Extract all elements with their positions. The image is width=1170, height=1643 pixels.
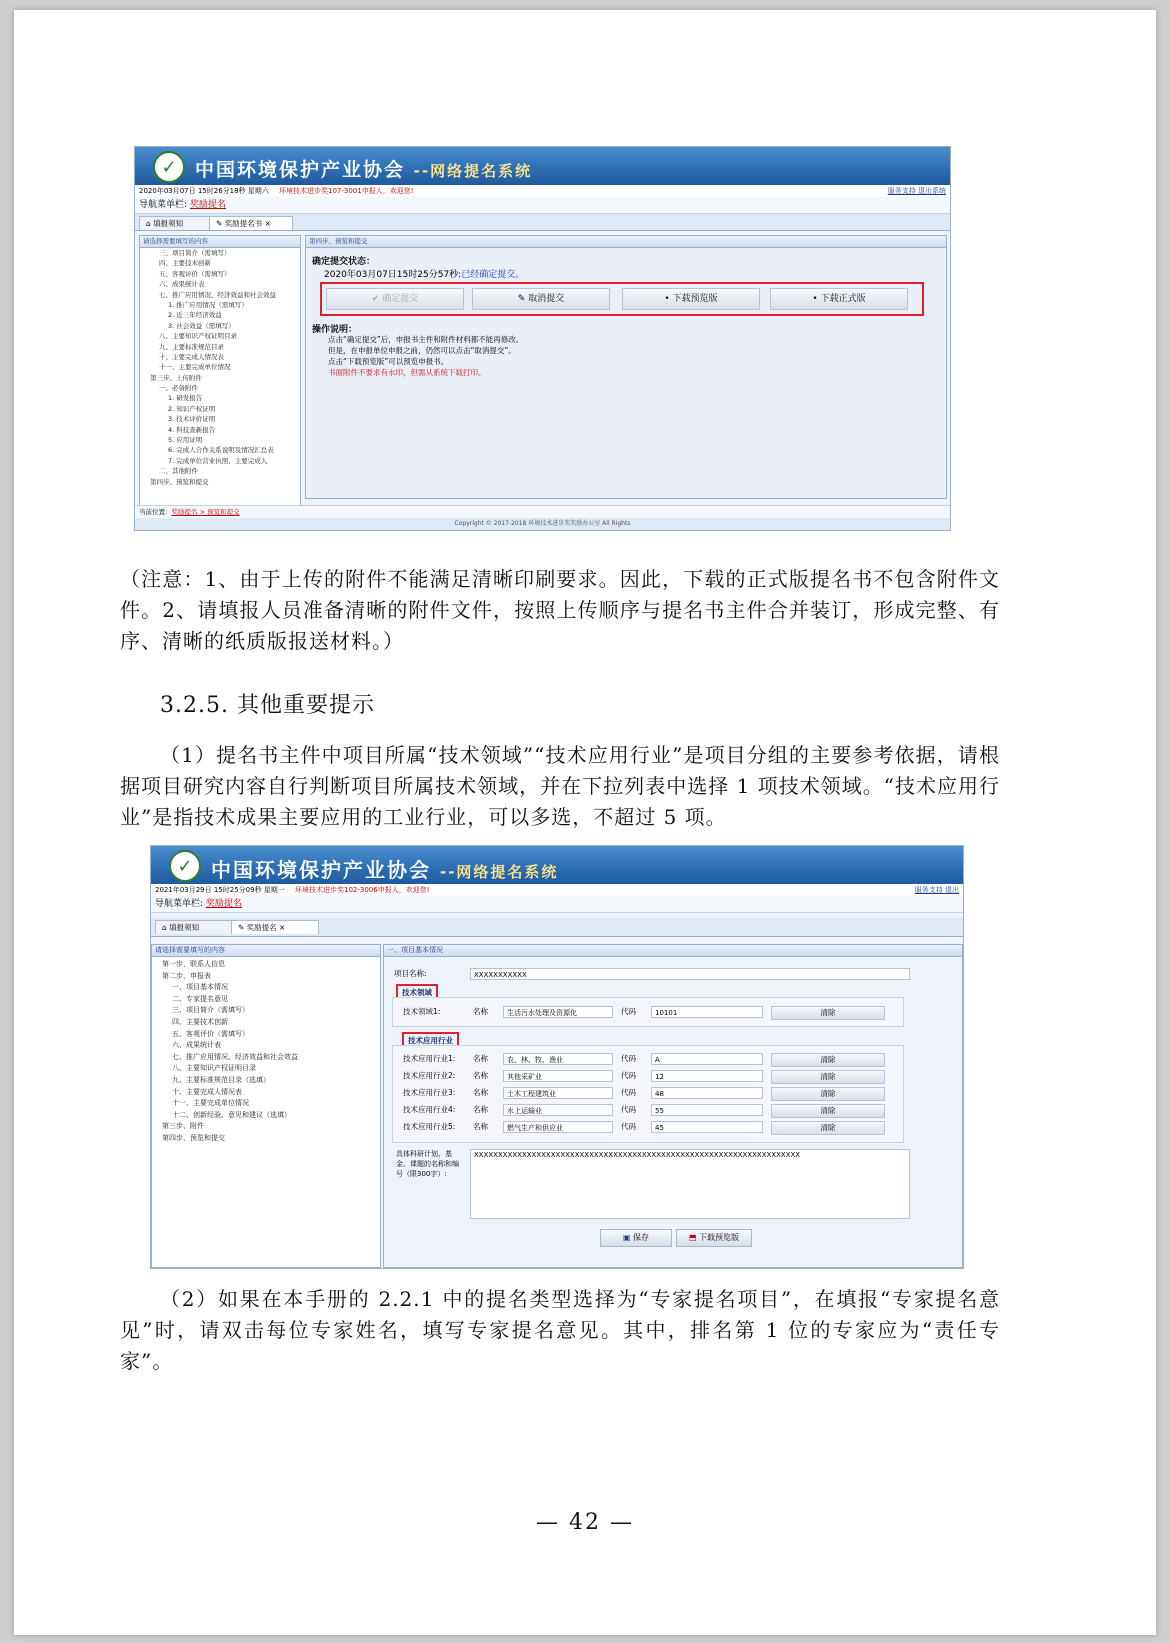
tech-field-name-label: 名称 <box>473 1007 488 1016</box>
tech-field-code-label: 代码 <box>621 1007 636 1016</box>
ops-line-2: 但是，在申报单位申报之前，仍然可以点击“取消提交”。 <box>328 346 516 355</box>
content-tree <box>151 944 381 1268</box>
tree-item[interactable]: 第二步、申报表 <box>162 971 211 980</box>
tree-item[interactable]: 九、主要标准规范目录（选填） <box>172 1075 270 1084</box>
welcome-text: 环境技术进步奖107-3001申报人，欢迎您! <box>279 187 414 195</box>
location-bar: 当前位置：奖励提名 > 预览和提交 <box>135 505 950 518</box>
industry-code-label: 代码 <box>621 1088 636 1097</box>
industry-name-label: 名称 <box>473 1088 488 1097</box>
industry-label: 技术应用行业3: <box>403 1088 456 1097</box>
tree-item[interactable]: 1. 推广应用情况（需填写） <box>168 300 248 309</box>
tree-item[interactable]: 2. 近三年经济效益 <box>168 311 222 320</box>
tree-item[interactable]: 第三步、附件 <box>162 1122 204 1131</box>
tree-item[interactable]: 二、其他附件 <box>159 467 198 476</box>
industry-name-label: 名称 <box>473 1105 488 1114</box>
tree-item[interactable]: 十、主要完成人情况表 <box>159 352 224 361</box>
tree-item[interactable]: 3. 社会效益（需填写） <box>168 321 235 330</box>
paragraph-1: （1）提名书主件中项目所属“技术领域”“技术应用行业”是项目分组的主要参考依据，请根据项目研究内容自行判断项目所属技术领域，并在下拉列表中选择 1 项技术领域。“技术应用行业”是指技术成果主要应用的工业行业，可以多选，不超过 5 项。 <box>120 743 1000 829</box>
industry-title: 技术应用行业 <box>402 1032 459 1049</box>
industry-code-label: 代码 <box>621 1122 636 1131</box>
tab-nomination[interactable]: ✎ 奖励提名 × <box>231 920 319 934</box>
copyright: Copyright © 2017-2018 环境技术进步奖奖励办公室 All Rights <box>135 518 950 530</box>
paragraph-2: （2）如果在本手册的 2.2.1 中的提名类型选择为“专家提名项目”，在填报“专家提名意见”时，请双击每位专家姓名，填写专家提名意见。其中，排名第 1 位的专家应为“责任专家”。 <box>120 1287 1000 1373</box>
nav-bar <box>135 197 950 214</box>
industry-code-input[interactable]: A <box>651 1053 763 1065</box>
industry-code-label: 代码 <box>621 1071 636 1080</box>
industry-name-label: 名称 <box>473 1054 488 1063</box>
industry-label: 技术应用行业2: <box>403 1071 456 1080</box>
tech-field-clear-button[interactable]: 清除 <box>771 1006 885 1020</box>
banner-title: 中国环境保护产业协会 --网络提名系统 <box>211 858 559 882</box>
industry-code-input[interactable]: 12 <box>651 1070 763 1082</box>
tree-header: 请选择需要填写的内容 <box>140 236 300 248</box>
tree-item[interactable]: 1. 研发报告 <box>168 394 203 403</box>
industry-name-input[interactable]: 其他采矿业 <box>503 1070 613 1082</box>
industry-name-input[interactable]: 农、林、牧、渔业 <box>503 1053 613 1065</box>
industry-code-label: 代码 <box>621 1054 636 1063</box>
tech-field-group <box>392 997 904 1027</box>
nav-current[interactable]: 奖励提名 <box>205 899 242 909</box>
system-banner <box>135 147 950 185</box>
tree-item[interactable]: 第一步、联系人信息 <box>162 960 225 968</box>
tree-item[interactable]: 十、主要完成人情况表 <box>172 1087 242 1096</box>
screenshot-project-info <box>150 845 964 1269</box>
panel-header: 第四步、预览和提交 <box>306 236 946 248</box>
banner-title: 中国环境保护产业协会 --网络提名系统 <box>195 159 533 181</box>
industry-label: 技术应用行业1: <box>403 1054 456 1063</box>
industry-name-input[interactable]: 土木工程建筑业 <box>503 1087 613 1099</box>
industry-code-input[interactable]: 48 <box>651 1087 763 1099</box>
industry-code-input[interactable]: 55 <box>651 1104 763 1116</box>
service-links[interactable]: 服务支持 退出 <box>914 886 959 894</box>
tree-item[interactable]: 7. 完成单位营业执照、主要完成人 <box>168 456 268 465</box>
tab-strip <box>135 214 950 231</box>
content-tree <box>139 235 301 507</box>
tree-item[interactable]: 七、推广应用情况、经济效益和社会效益 <box>172 1052 298 1061</box>
association-logo-icon: ✓ <box>153 151 185 183</box>
tree-item[interactable]: 六、成果统计表 <box>159 280 205 289</box>
industry-code-label: 代码 <box>621 1105 636 1114</box>
industry-clear-button[interactable]: 清除 <box>771 1070 885 1084</box>
tree-item[interactable]: 六、成果统计表 <box>172 1041 221 1050</box>
tree-item[interactable]: 七、推广应用情况、经济效益和社会效益 <box>159 290 276 299</box>
industry-clear-button[interactable]: 清除 <box>771 1104 885 1118</box>
nav-current[interactable]: 奖励提名 <box>189 200 226 210</box>
tree-item[interactable]: 八、主要知识产权证明目录 <box>159 332 237 341</box>
tree-header: 请选择需要填写的内容 <box>152 945 380 957</box>
tree-item[interactable]: 十一、主要完成单位情况 <box>172 1099 249 1108</box>
industry-name-input[interactable]: 水上运输业 <box>503 1104 613 1116</box>
tree-item[interactable]: 四、主要技术创新 <box>172 1017 228 1026</box>
ops-label: 操作说明： <box>312 325 358 335</box>
industry-group <box>392 1045 904 1143</box>
tech-field-label: 技术领域1: <box>403 1007 441 1016</box>
status-bar <box>135 185 950 197</box>
cancel-submit-button[interactable]: ✎ 取消提交 <box>472 288 610 310</box>
nav-label: 导航菜单栏: <box>155 899 204 909</box>
screenshot-submit-page <box>134 146 951 531</box>
tab-notice[interactable]: ⌂ 填报须知 <box>139 216 213 230</box>
tree-item[interactable]: 6. 完成人合作关系说明及情况汇总表 <box>168 446 274 455</box>
nav-bar <box>151 896 963 913</box>
note-paragraph: （注意：1、由于上传的附件不能满足清晰印刷要求。因此，下载的正式版提名书不包含附件文件。2、请填报人员准备清晰的附件文件，按照上传顺序与提名书主件合并装订，形成完整、有序、清晰的纸质版报送材料。） <box>120 567 1000 653</box>
nav-label: 导航菜单栏: <box>139 200 188 210</box>
system-banner <box>151 846 963 884</box>
plan-label: 具体科研计划、基金、课题的名称和编号（限300字）: <box>396 1150 459 1178</box>
project-name-input[interactable]: XXXXXXXXXXX <box>470 968 910 980</box>
datetime: 2021年03月29日 15时25分09秒 星期一 <box>155 886 285 894</box>
tree-item[interactable]: 2. 知识产权证明 <box>168 404 216 413</box>
industry-name-input[interactable]: 燃气生产和供应业 <box>503 1121 613 1133</box>
tree-item[interactable]: 二、专家提名意见 <box>172 994 228 1003</box>
industry-clear-button[interactable]: 清除 <box>771 1053 885 1067</box>
tree-item[interactable]: 第四步、预览和提交 <box>162 1133 225 1142</box>
tree-item[interactable]: 三、项目简介（需填写） <box>159 249 231 257</box>
tree-item[interactable]: 一、必备附件 <box>159 384 198 393</box>
tree-item[interactable]: 八、主要知识产权证明目录 <box>172 1064 256 1073</box>
tree-item[interactable]: 三、项目简介（需填写） <box>172 1006 249 1015</box>
tree-item[interactable]: 一、项目基本情况 <box>172 983 228 992</box>
tab-strip <box>151 918 963 937</box>
tree-item[interactable]: 第三步、上传附件 <box>150 373 202 382</box>
service-links[interactable]: 服务支持 退出系统 <box>887 187 946 195</box>
download-preview-button[interactable]: ⬒ 下载预览版 <box>676 1229 752 1247</box>
tab-nomination[interactable]: ✎ 奖励提名书 × <box>209 216 293 230</box>
section-heading: 3.2.5. 其他重要提示 <box>160 693 375 718</box>
submit-status-label: 确定提交状态： <box>312 257 376 267</box>
tech-field-code-input[interactable]: 10101 <box>651 1006 763 1018</box>
plan-textarea[interactable]: XXXXXXXXXXXXXXXXXXXXXXXXXXXXXXXXXXXXXXXXXXXXXXXXXXXXXXXXXXXXXXXXXXXX <box>470 1149 910 1219</box>
datetime: 2020年03月07日 15时26分18秒 星期六 <box>139 187 269 195</box>
tree-item[interactable]: 第四步、预览和提交 <box>150 477 209 486</box>
tree-item[interactable]: 四、主要技术创新 <box>159 259 211 268</box>
tech-field-title: 技术领域 <box>396 984 438 1001</box>
tree-item[interactable]: 五、客观评价（需填写） <box>172 1029 249 1038</box>
tree-item[interactable]: 十一、主要完成单位情况 <box>159 363 231 372</box>
tree-item[interactable]: 十二、创新经验、意见和建议（选填） <box>172 1110 291 1119</box>
tab-notice[interactable]: ⌂ 填报须知 <box>155 920 235 934</box>
submit-panel <box>305 235 947 499</box>
download-final-button[interactable]: • 下载正式版 <box>770 288 908 310</box>
action-buttons-box <box>320 282 924 316</box>
tree-item[interactable]: 九、主要标准规范目录 <box>159 342 224 351</box>
industry-name-label: 名称 <box>473 1122 488 1131</box>
tree-item[interactable]: 五、客观评价（需填写） <box>159 269 231 278</box>
tree-item[interactable]: 4. 科技查新报告 <box>168 425 216 434</box>
tree-item[interactable]: 3. 技术评价证明 <box>168 415 216 424</box>
form-header: 一、项目基本情况 <box>384 945 962 957</box>
submit-status: 2020年03月07日15时25分57秒:已经确定提交。 <box>324 270 525 280</box>
project-info-form <box>383 944 963 1268</box>
download-preview-button[interactable]: • 下载预览版 <box>622 288 760 310</box>
welcome-text: 环境技术进步奖102-3006申报人，欢迎您! <box>295 886 430 894</box>
industry-label: 技术应用行业4: <box>403 1105 456 1114</box>
project-name-label: 项目名称: <box>394 969 427 978</box>
industry-name-label: 名称 <box>473 1071 488 1080</box>
industry-label: 技术应用行业5: <box>403 1122 456 1131</box>
tech-field-name-input[interactable]: 生活污水处理及资源化 <box>503 1006 613 1018</box>
tree-item[interactable]: 5. 应用证明 <box>168 436 203 445</box>
association-logo-icon: ✓ <box>169 850 201 882</box>
ops-line-4: 书面附件不要求有水印，但需从系统下载打印。 <box>328 368 486 377</box>
page-number: — 42 — <box>536 1510 634 1535</box>
ops-line-3: 点击“下载预览版”可以预览申报书。 <box>328 357 449 366</box>
save-button[interactable]: ▣ 保存 <box>600 1229 672 1247</box>
confirm-submit-button[interactable]: ✔ 确定提交 <box>326 288 464 310</box>
industry-clear-button[interactable]: 清除 <box>771 1121 885 1135</box>
ops-line-1: 点击“确定提交”后，申报书主件和附件材料都不能再修改。 <box>328 335 524 344</box>
status-bar <box>151 884 963 896</box>
industry-clear-button[interactable]: 清除 <box>771 1087 885 1101</box>
industry-code-input[interactable]: 45 <box>651 1121 763 1133</box>
